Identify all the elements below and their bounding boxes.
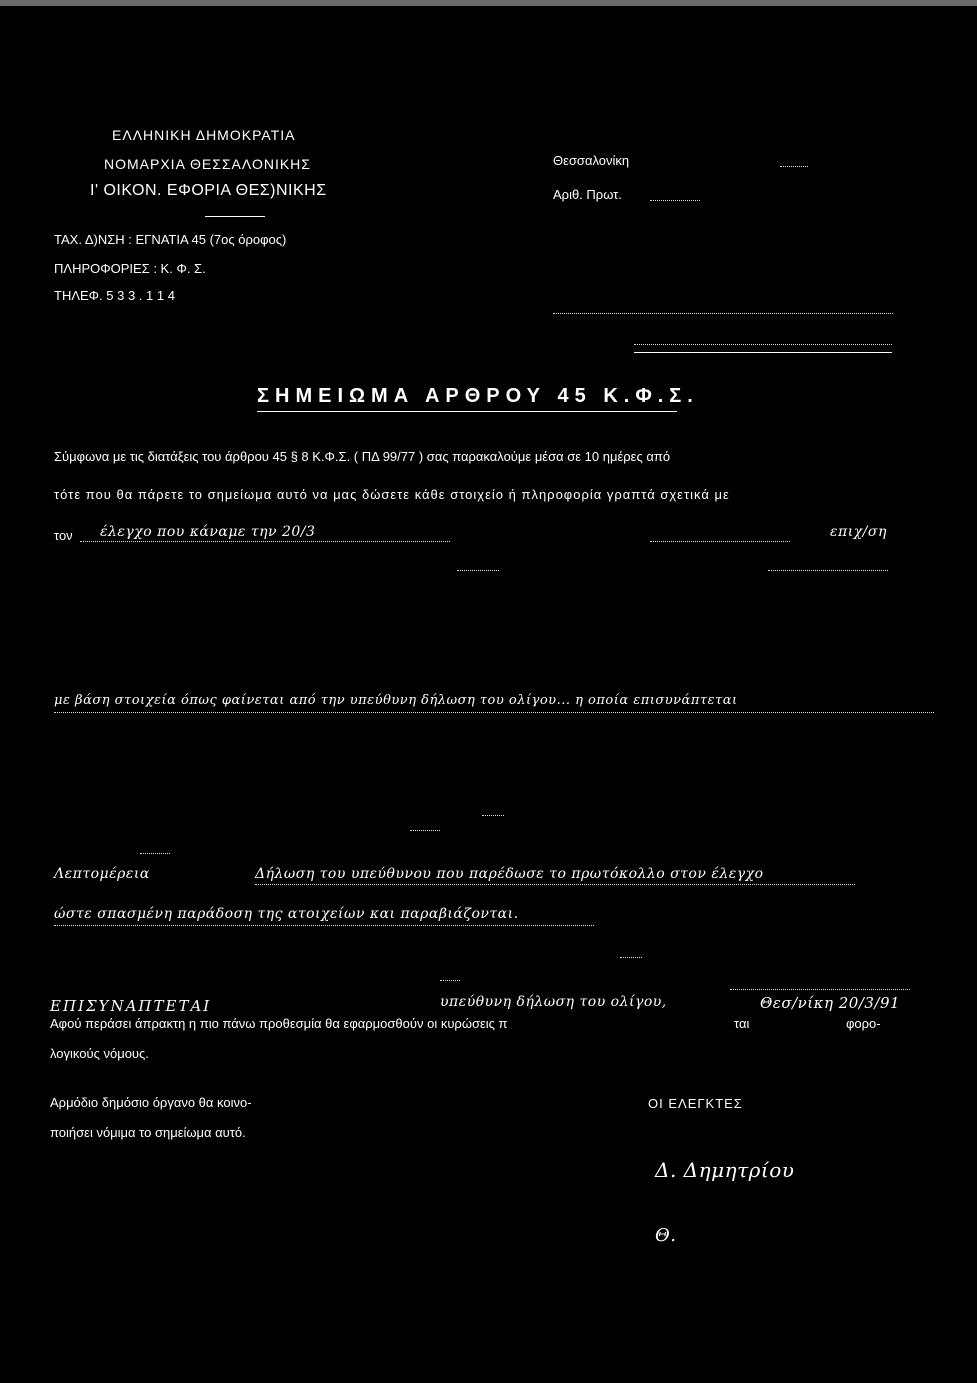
body-line-2: τότε που θα πάρετε το σημείωμα αυτό να μας δώσετε κάθε στοιχείο ή πληροφορία γραπτά σχετικά με <box>54 487 730 502</box>
protocol-label: Αριθ. Πρωτ. <box>553 187 622 202</box>
info-label: ΠΛΗΡΟΦΟΡΙΕΣ : Κ. Φ. Σ. <box>54 261 206 276</box>
title-underline <box>257 411 677 412</box>
republic-label: ΕΛΛΗΝΙΚΗ ΔΗΜΟΚΡΑΤΙΑ <box>112 127 296 143</box>
handwritten-attached-label: ΕΠΙΣΥΝΑΠΤΕΤΑΙ <box>50 997 212 1015</box>
competent-text-2: ποιήσει νόμιμα το σημείωμα αυτό. <box>50 1125 246 1140</box>
warning-text-a: Αφού περάσει άπρακτη η πιο πάνω προθεσμία θα εφαρμοσθούν οι κυρώσεις π <box>50 1016 508 1031</box>
answer-line-4 <box>482 815 504 816</box>
page-top-edge <box>0 0 977 6</box>
date-field <box>780 166 808 167</box>
recipient-rule <box>634 352 892 353</box>
answer-line-1b <box>650 541 790 542</box>
handwritten-detail: Λεπτομέρεια <box>54 866 150 882</box>
address-label: ΤΑΧ. Δ)ΝΣΗ : ΕΓΝΑΤΙΑ 45 (7ος όροφος) <box>54 232 287 247</box>
auditors-label: ΟΙ ΕΛΕΓΚΤΕΣ <box>648 1096 743 1111</box>
answer-line-3 <box>54 712 934 713</box>
recipient-line-2 <box>634 344 892 345</box>
answer-line-7 <box>54 925 594 926</box>
warning-text-d: λογικούς νόμους. <box>50 1046 149 1061</box>
answer-line-5a <box>140 853 170 854</box>
phone-label: ΤΗΛΕΦ. 5 3 3 . 1 1 4 <box>54 288 175 303</box>
competent-text-1: Αρμόδιο δημόσιο όργανο θα κοινο- <box>50 1095 252 1110</box>
auditor-signature-1: Δ. Δημητρίου <box>655 1158 795 1182</box>
handwritten-basis: με βάση στοιχεία όπως φαίνεται από την υπεύθυνη δήλωση του ολίγου... η οποία επισυνάπτεται <box>54 693 738 708</box>
handwritten-delivery: ώστε σπασμένη παράδοση της ατοιχείων και παραβιάζονται. <box>54 906 519 922</box>
handwritten-statement: Δήλωση του υπεύθυνου που παρέδωσε το πρωτόκολλο στον έλεγχο <box>255 866 764 882</box>
answer-line-9b <box>730 989 910 990</box>
answer-line-1 <box>80 541 450 542</box>
prefecture-label: ΝΟΜΑΡΧΙΑ ΘΕΣΣΑΛΟΝΙΚΗΣ <box>104 156 311 172</box>
handwritten-audit-date: έλεγχο που κάναμε την 20/3 <box>100 524 316 540</box>
recipient-line-1 <box>553 313 893 314</box>
handwritten-place-date: Θεσ/νίκη 20/3/91 <box>760 994 901 1012</box>
answer-line-9a <box>440 980 460 981</box>
answer-line-8 <box>620 957 642 958</box>
answer-line-5b <box>410 830 440 831</box>
warning-text-c: φορο- <box>846 1016 881 1031</box>
answer-line-6 <box>255 884 855 885</box>
document-title: ΣΗΜΕΙΩΜΑ ΑΡΘΡΟΥ 45 Κ.Φ.Σ. <box>257 385 699 407</box>
auditor-signature-2: Θ. <box>655 1225 677 1246</box>
protocol-field <box>650 200 700 201</box>
handwritten-attached-item: υπεύθυνη δήλωση του ολίγου, <box>440 994 667 1010</box>
body-line-3-prefix: τον <box>54 528 73 543</box>
header-rule <box>205 216 265 217</box>
tax-office-label: Ι' ΟΙΚΟΝ. ΕΦΟΡΙΑ ΘΕΣ)ΝΙΚΗΣ <box>90 182 327 199</box>
answer-line-2b <box>768 570 888 571</box>
body-line-1: Σύμφωνα με τις διατάξεις του άρθρου 45 § 8 Κ.Φ.Σ. ( ΠΔ 99/77 ) σας παρακαλούμε μέσα σε 10 ημέρες από <box>54 449 671 464</box>
handwritten-business: επιχ/ση <box>830 524 887 540</box>
answer-line-2a <box>457 570 499 571</box>
warning-text-b: ται <box>734 1016 750 1031</box>
city-label: Θεσσαλονίκη <box>553 153 630 168</box>
